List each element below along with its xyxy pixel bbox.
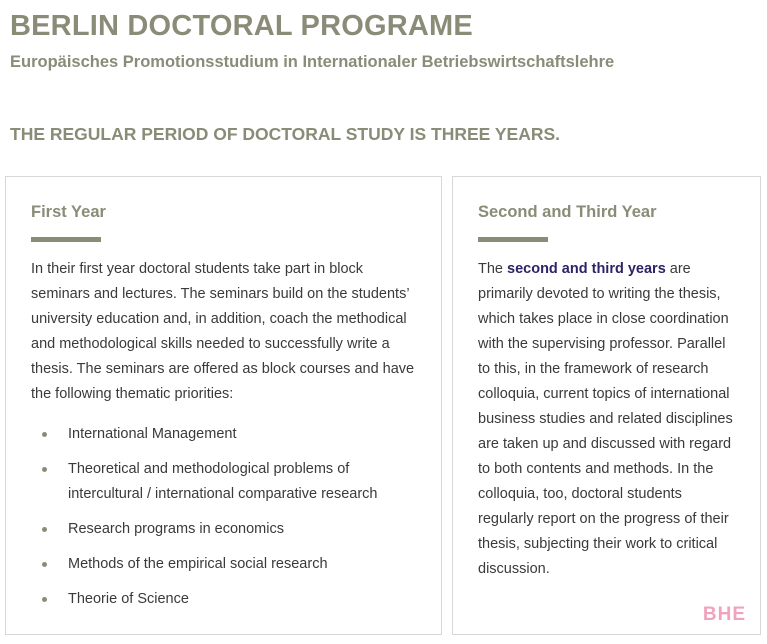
list-item-text: Research programs in economics	[68, 521, 284, 537]
list-item	[31, 552, 423, 577]
site-subtitle: Europäisches Promotionsstudium in Internationaler Betriebswirtschaftslehre	[10, 53, 615, 71]
text-lead: The	[478, 261, 508, 277]
second-third-years-link[interactable]: second and third years	[507, 261, 666, 277]
bullet-icon	[42, 467, 47, 472]
first-year-text: In their first year doctoral students take part in block seminars and lectures. The seminars build on the students’ university education and, in addition, coach the methodical and methodological skills needed to successfully write a thesis. The seminars are offered as block courses and have the following thematic priorities:	[31, 261, 415, 402]
topics-list	[31, 422, 423, 622]
list-item	[31, 517, 423, 542]
bullet-icon	[42, 562, 47, 567]
site-title: BERLIN DOCTORAL PROGRAME	[10, 10, 473, 42]
list-item-text: Theorie of Science	[68, 591, 189, 607]
title-underline	[478, 237, 548, 242]
list-item	[31, 422, 423, 447]
first-year-card	[5, 176, 442, 635]
list-item	[31, 457, 423, 507]
first-year-title: First Year	[31, 203, 106, 221]
list-item-text: Theoretical and methodological problems of intercultural / international comparative research	[68, 461, 378, 502]
list-item-text: Methods of the empirical social research	[68, 556, 328, 572]
list-item-text: International Management	[68, 426, 237, 442]
second-third-year-title: Second and Third Year	[478, 203, 657, 221]
second-third-year-text	[478, 257, 740, 582]
bullet-icon	[42, 432, 47, 437]
title-underline	[31, 237, 101, 242]
bhe-logo: BHE	[702, 604, 746, 625]
list-item	[31, 587, 423, 612]
period-heading: THE REGULAR PERIOD OF DOCTORAL STUDY IS THREE YEARS.	[10, 124, 561, 144]
bullet-icon	[42, 597, 47, 602]
bullet-icon	[42, 527, 47, 532]
text-body: are primarily devoted to writing the thesis, which takes place in close coordination with the supervising professor. Parallel to this, in the framework of research colloquia, current topics of international business studies and related disciplines are taken up and discussed with regard to both contents and methods. In the colloquia, too, doctoral students regularly report on the progress of their thesis, subjecting their work to critical discussion.	[478, 261, 733, 577]
second-third-year-card	[452, 176, 761, 635]
